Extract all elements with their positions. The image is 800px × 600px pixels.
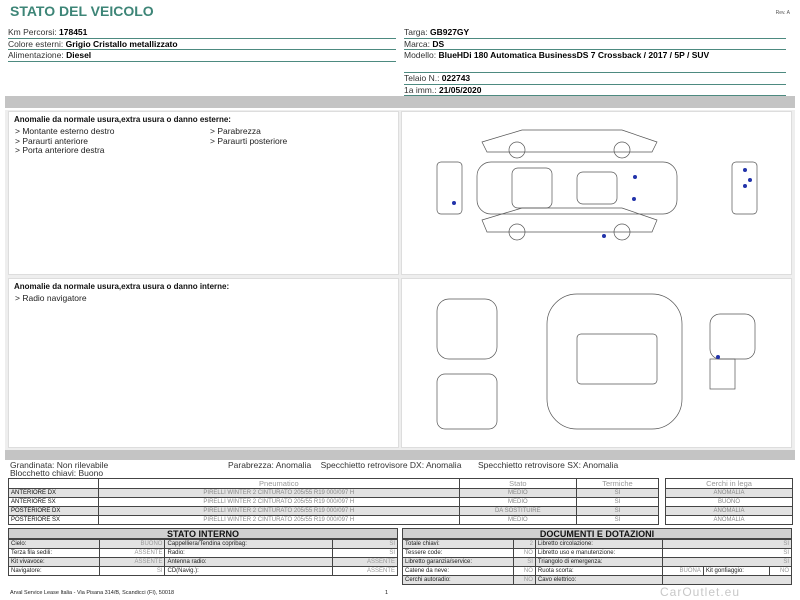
right-info	[404, 27, 786, 96]
field-value: BUONA	[663, 567, 704, 576]
kv-row	[403, 558, 792, 567]
page-title: STATO DEL VEICOLO	[10, 3, 154, 19]
imm-row	[404, 85, 786, 97]
header-stato: Stato	[459, 479, 576, 489]
field-value: SI	[332, 549, 397, 558]
watermark-logo: CarOutlet.eu	[660, 585, 741, 599]
marca-label: Marca:	[404, 38, 433, 49]
interior-diagram	[401, 278, 792, 448]
tyre-stato: MEDIO	[459, 489, 576, 498]
field-value: SI	[514, 558, 536, 567]
field-label: Libretto garanzia/service:	[403, 558, 514, 567]
fuel-label: Alimentazione:	[8, 50, 67, 60]
tyre-position: ANTERIORE SX	[9, 498, 99, 507]
field-label: Antenna radio:	[165, 558, 332, 567]
tyre-stato: MEDIO	[459, 498, 576, 507]
kv-row	[9, 558, 398, 567]
tyre-tyre: PIRELLI WINTER 2 CINTURATO 205/55 R19 000/097 H	[99, 498, 460, 507]
rim-row	[666, 489, 793, 498]
color-row	[8, 39, 396, 51]
rim-status: ANOMALIA	[666, 516, 793, 525]
kv-row	[403, 576, 792, 585]
tyre-tyre: PIRELLI WINTER 2 CINTURATO 205/55 R19 000/097 H	[99, 489, 460, 498]
fuel-row	[8, 50, 396, 62]
field-label: Libretto uso e manutenzione:	[535, 549, 662, 558]
field-label: Tessere code:	[403, 549, 514, 558]
tyre-row	[9, 489, 659, 498]
color-label: Colore esterni:	[8, 38, 66, 49]
field-value: SI	[663, 558, 792, 567]
notes-left	[10, 461, 108, 477]
modello-value: BlueHDi 180 Automatica BusinessDS 7 Crossback / 2017 / 5P / SUV	[438, 50, 710, 60]
tyre-position: POSTERIORE SX	[9, 516, 99, 525]
documenti-dotazioni	[402, 528, 792, 585]
telaio-row	[404, 73, 786, 85]
field-label: Cavo elettrico:	[535, 576, 662, 585]
rim-status: ANOMALIA	[666, 507, 793, 516]
tyre-termiche: SI	[576, 516, 658, 525]
imm-label: 1a imm.:	[404, 84, 439, 95]
tyre-row	[9, 507, 659, 516]
header-pneumatico: Pneumatico	[99, 479, 460, 489]
exterior-damage-panel	[8, 111, 399, 275]
field-value: BUONO	[100, 540, 165, 549]
blocchetto-note: Blocchetto chiavi: Buono	[10, 468, 104, 478]
stato-interno	[8, 528, 398, 576]
exterior-heading: Anomalie da normale usura,extra usura o danno esterne:	[14, 115, 231, 124]
left-info	[8, 27, 396, 62]
footer-address: Arval Service Lease Italia - Via Pisana 314/B, Scandicci (FI), 50018	[10, 590, 175, 596]
marca-row	[404, 39, 786, 51]
car-interior-icon	[402, 279, 791, 447]
tyre-tyre: PIRELLI WINTER 2 CINTURATO 205/55 R19 000/097 H	[99, 507, 460, 516]
rims-header-row	[666, 479, 793, 489]
field-label: Triangolo di emergenza:	[535, 558, 662, 567]
targa-row	[404, 27, 786, 39]
fuel-value: Diesel	[66, 50, 92, 60]
exterior-diagram	[401, 111, 792, 275]
interior-damage-panel	[8, 278, 399, 448]
exterior-item: > Parabrezza	[210, 126, 261, 136]
field-label: Kit vivavoce:	[9, 558, 100, 567]
field-label: Ruota scorta:	[535, 567, 662, 576]
kv-row	[403, 567, 792, 576]
kv-row	[9, 567, 398, 576]
grandinata-note: Grandinata: Non rilevabile	[10, 460, 109, 470]
tyre-stato: DA SOSTITUIRE	[459, 507, 576, 516]
field-label: Catene da neve:	[403, 567, 514, 576]
tyres-header-row	[9, 479, 659, 489]
field-value: 2	[514, 540, 536, 549]
rims-table	[665, 478, 793, 525]
exterior-item: > Paraurti anteriore	[15, 135, 88, 146]
field-value: NO	[514, 567, 536, 576]
tyre-termiche: SI	[576, 498, 658, 507]
marca-value: DS	[432, 38, 445, 49]
blank-header	[9, 479, 99, 489]
header-termiche: Termiche	[576, 479, 658, 489]
interior-item: > Radio navigatore	[15, 293, 87, 303]
field-label: Cappelliera/Tendina copribag:	[165, 540, 332, 549]
stato-interno-title: STATO INTERNO	[8, 528, 398, 539]
field-value: NO	[770, 567, 792, 576]
rim-row	[666, 507, 793, 516]
rim-status: ANOMALIA	[666, 489, 793, 498]
imm-value: 21/05/2020	[438, 84, 482, 95]
color-value: Grigio Cristallo metallizzato	[65, 38, 178, 49]
separator-bar	[5, 450, 795, 460]
tyre-stato: MEDIO	[459, 516, 576, 525]
field-label: Kit gonfiaggio:	[703, 567, 769, 576]
field-label: Libretto circolazione:	[535, 540, 662, 549]
tyre-position: ANTERIORE DX	[9, 489, 99, 498]
header-cerchi: Cerchi in lega	[666, 479, 793, 489]
revision: Rev. A	[775, 10, 790, 16]
field-value: NO	[514, 576, 536, 585]
field-label: CD(Navig.):	[165, 567, 332, 576]
field-value: SI	[332, 540, 397, 549]
field-value: SI	[100, 567, 165, 576]
modello-row	[404, 50, 786, 73]
field-value: SI	[663, 540, 792, 549]
tyre-termiche: SI	[576, 507, 658, 516]
km-value: 178451	[59, 27, 88, 37]
modello-label: Modello:	[404, 50, 439, 60]
exterior-item: > Montante esterno destro	[15, 126, 115, 136]
field-value: NO	[514, 549, 536, 558]
field-value: ASSENTE	[332, 558, 397, 567]
targa-value: GB927GY	[430, 27, 470, 37]
field-value: SI	[663, 549, 792, 558]
telaio-label: Telaio N.:	[404, 73, 442, 83]
interior-heading: Anomalie da normale usura,extra usura o danno interne:	[14, 282, 230, 291]
rim-row	[666, 516, 793, 525]
kv-row	[9, 549, 398, 558]
tyres-table	[8, 478, 659, 525]
targa-label: Targa:	[404, 27, 430, 37]
field-label: Radio:	[165, 549, 332, 558]
kv-row	[403, 540, 792, 549]
field-label: Totale chiavi:	[403, 540, 514, 549]
separator-bar	[5, 96, 795, 108]
page-number: 1	[385, 590, 389, 596]
tyre-row	[9, 498, 659, 507]
km-row	[8, 27, 396, 39]
km-label: Km Percorsi:	[8, 27, 60, 37]
field-value: ASSENTE	[100, 549, 165, 558]
kv-row	[9, 540, 398, 549]
tyre-tyre: PIRELLI WINTER 2 CINTURATO 205/55 R19 000/097 H	[99, 516, 460, 525]
telaio-value: 022743	[441, 73, 471, 83]
field-label: Cerchi autoradio:	[403, 576, 514, 585]
field-value	[663, 576, 792, 585]
exterior-item: > Porta anteriore destra	[15, 145, 105, 155]
field-label: Terza fila sedili:	[9, 549, 100, 558]
tyre-row	[9, 516, 659, 525]
field-value: ASSENTE	[332, 567, 397, 576]
field-label: Cielo:	[9, 540, 100, 549]
documenti-title: DOCUMENTI E DOTAZIONI	[402, 528, 792, 539]
rim-row	[666, 498, 793, 507]
notes-right: Parabrezza: Anomalia Specchietto retrovisore DX: Anomalia Specchietto retrovisore SX: Anomalia	[228, 460, 619, 470]
tyre-position: POSTERIORE DX	[9, 507, 99, 516]
car-exterior-icon	[402, 112, 791, 274]
tyre-termiche: SI	[576, 489, 658, 498]
field-value: ASSENTE	[100, 558, 165, 567]
exterior-item: > Paraurti posteriore	[210, 135, 288, 146]
field-label: Navigatore:	[9, 567, 100, 576]
kv-row	[403, 549, 792, 558]
rim-status: BUONO	[666, 498, 793, 507]
